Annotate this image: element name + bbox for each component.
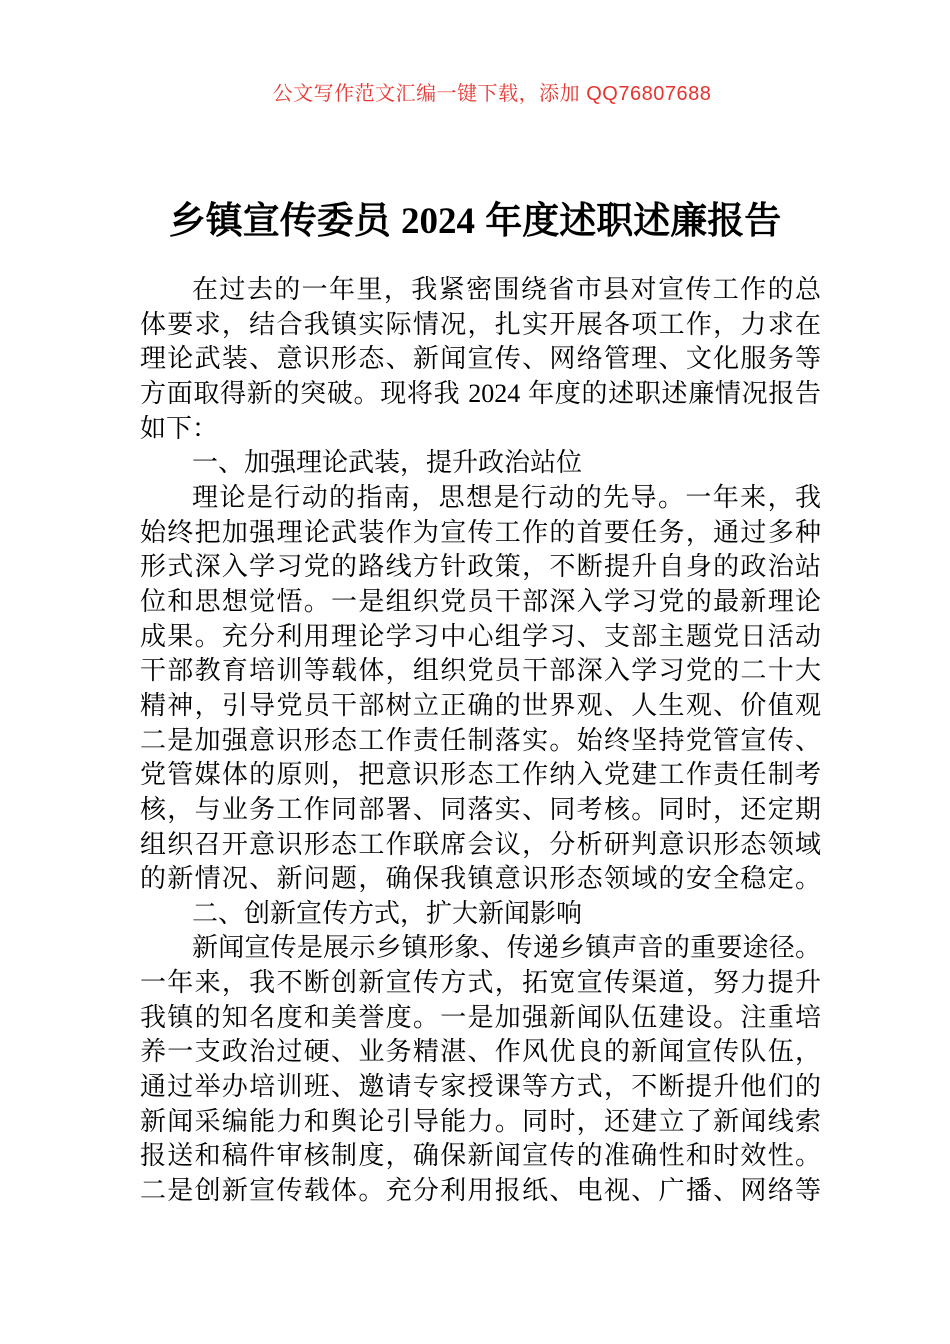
text-line: 干部教育培训等载体，组织党员干部深入学习党的二十大 [140, 655, 821, 686]
text-line: 二是加强意识形态工作责任制落实。始终坚持党管宣传、 [140, 724, 821, 755]
latin-text: 2024 [468, 378, 521, 408]
text-line: 新闻宣传是展示乡镇形象、传递乡镇声音的重要途径。 [192, 932, 821, 963]
text-line: 理论是行动的指南，思想是行动的先导。一年来，我 [192, 481, 821, 512]
text-line: 在过去的一年里，我紧密围绕省市县对宣传工作的总 [192, 274, 821, 304]
document-body [140, 272, 821, 1208]
text-line: 一年来，我不断创新宣传方式，拓宽宣传渠道，努力提升 [140, 967, 821, 998]
text-line: 如下： [140, 412, 219, 443]
text-line: 组织召开意识形态工作联席会议，分析研判意识形态领域 [140, 828, 821, 859]
text-line: 新闻采编能力和舆论引导能力。同时，还建立了新闻线索 [140, 1105, 821, 1136]
latin-text: 2024 [401, 200, 475, 242]
promo-banner-text: 公文写作范文汇编一键下载，添加 QQ76807688 [272, 83, 712, 105]
text-line: 理论武装、意识形态、新闻宣传、网络管理、文化服务等 [140, 343, 821, 374]
text-line: 党管媒体的原则，把意识形态工作纳入党建工作责任制考 [140, 759, 821, 790]
text-line: 养一支政治过硬、业务精湛、作风优良的新闻宣传队伍， [140, 1036, 821, 1067]
text-line: 通过举办培训班、邀请专家授课等方式，不断提升他们的 [140, 1071, 821, 1102]
text-line: 我镇的知名度和美誉度。一是加强新闻队伍建设。注重培 [140, 1001, 821, 1032]
text-line: 方面取得新的突破。现将我 2024 年度的述职述廉情况报告 [140, 377, 821, 408]
text-line: 成果。充分利用理论学习中心组学习、支部主题党日活动 [140, 620, 821, 651]
text-line: 形式深入学习党的路线方针政策，不断提升自身的政治站 [140, 551, 821, 582]
text-line: 位和思想觉悟。一是组织党员干部深入学习党的最新理论 [140, 585, 821, 616]
text-line: 体要求，结合我镇实际情况，扎实开展各项工作，力求在 [140, 308, 821, 339]
text-line: 二是创新宣传载体。充分利用报纸、电视、广播、网络等 [140, 1175, 821, 1206]
page-title: 乡镇宣传委员 2024 年度述职述廉报告 [168, 199, 782, 242]
text-line: 精神，引导党员干部树立正确的世界观、人生观、价值观 [140, 689, 821, 720]
text-line: 核，与业务工作同部署、同落实、同考核。同时，还定期 [140, 793, 821, 824]
text-line: 的新情况、新问题，确保我镇意识形态领域的安全稳定。 [140, 863, 821, 894]
text-line: 始终把加强理论武装作为宣传工作的首要任务，通过多种 [140, 516, 821, 547]
section-heading: 二、创新宣传方式，扩大新闻影响 [192, 897, 583, 928]
text-line: 报送和稿件审核制度，确保新闻宣传的准确性和时效性。 [140, 1140, 821, 1171]
section-heading: 一、加强理论武装，提升政治站位 [192, 447, 583, 478]
